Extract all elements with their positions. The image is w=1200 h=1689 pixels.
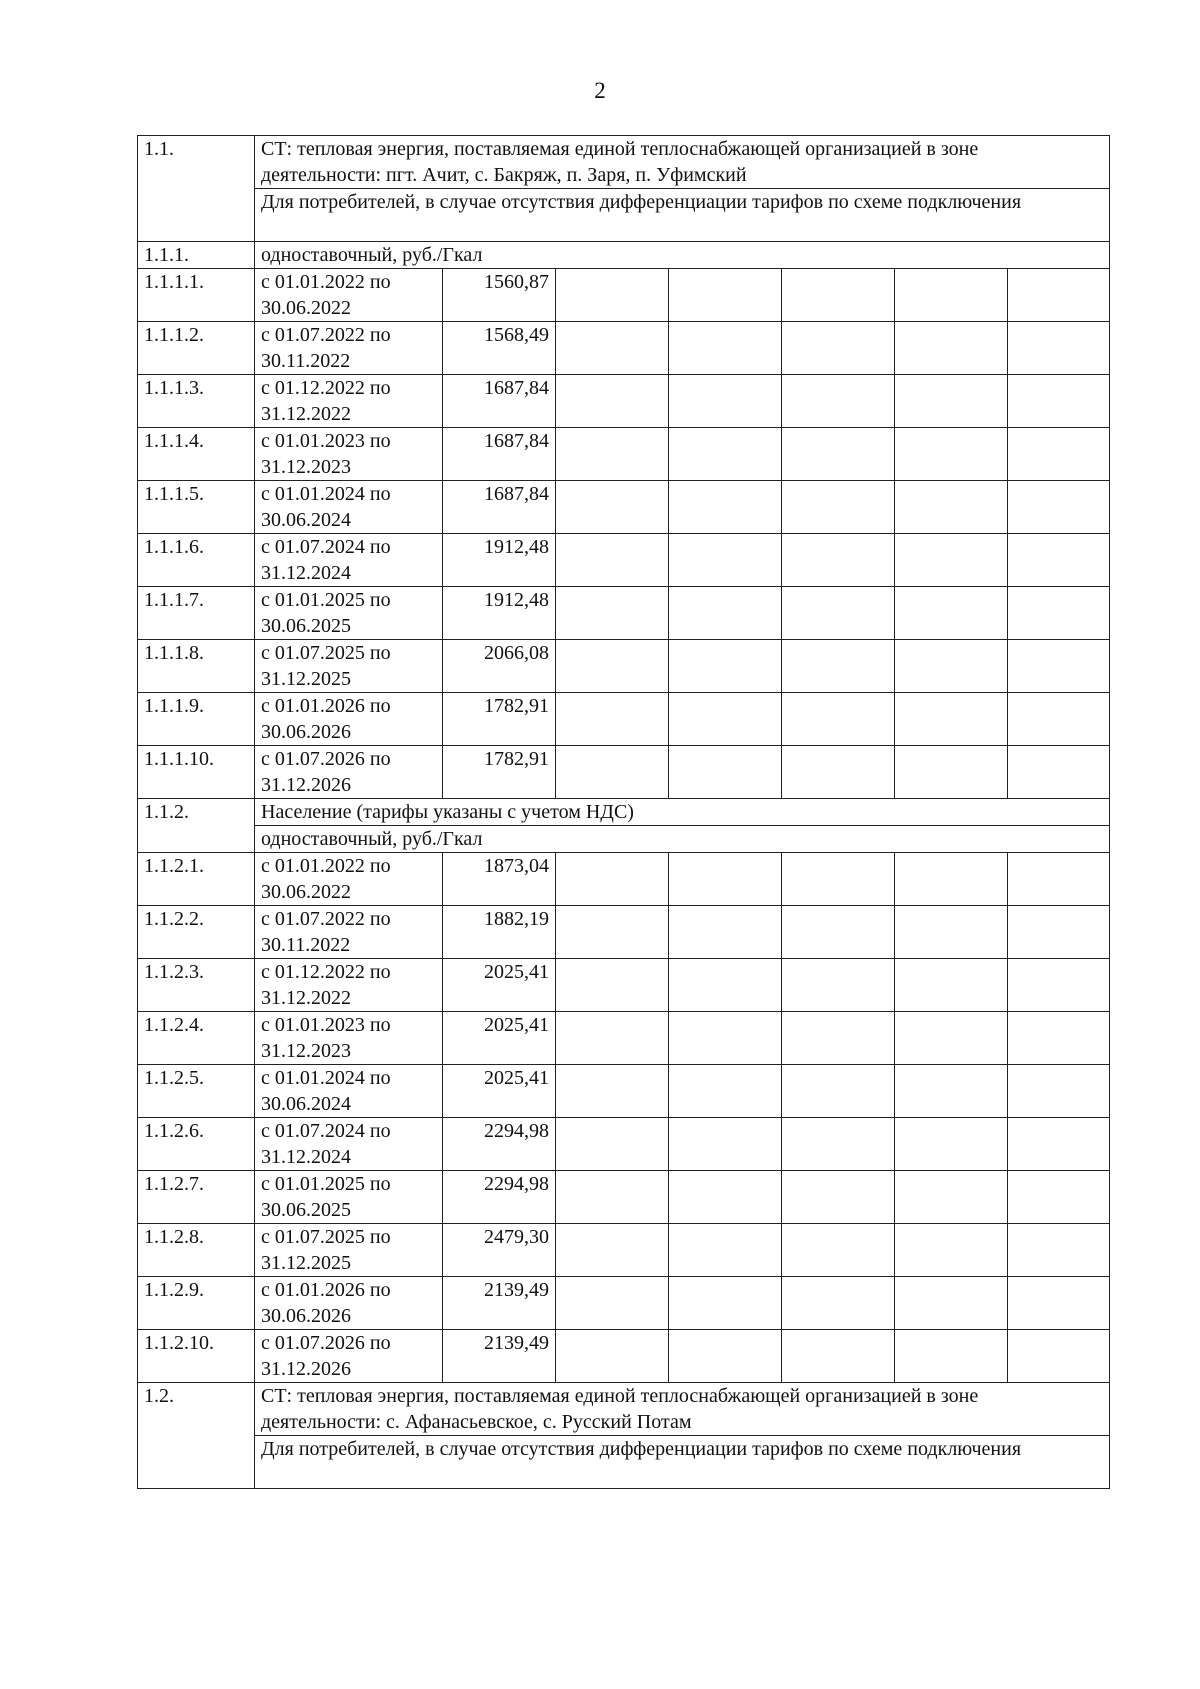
row-number: 1.1.2.6. xyxy=(138,1118,255,1171)
tariff-value-cell: 1882,19 xyxy=(443,906,556,959)
empty-cell xyxy=(895,428,1008,481)
empty-cell xyxy=(669,587,782,640)
period-cell: с 01.01.2025 по 30.06.2025 xyxy=(255,587,443,640)
empty-cell xyxy=(556,1224,669,1277)
row-number: 1.1.1.1. xyxy=(138,269,255,322)
empty-cell xyxy=(1008,746,1110,799)
table-row xyxy=(138,746,1110,799)
empty-cell xyxy=(1008,481,1110,534)
empty-cell xyxy=(669,1171,782,1224)
table-row xyxy=(138,534,1110,587)
row-number: 1.1.2.1. xyxy=(138,853,255,906)
period-cell: с 01.07.2026 по 31.12.2026 xyxy=(255,1330,443,1383)
tariff-value-cell: 2139,49 xyxy=(443,1277,556,1330)
empty-cell xyxy=(556,746,669,799)
empty-cell xyxy=(895,959,1008,1012)
empty-cell xyxy=(556,1171,669,1224)
table-row xyxy=(138,1171,1110,1224)
empty-cell xyxy=(669,1277,782,1330)
empty-cell xyxy=(669,1330,782,1383)
empty-cell xyxy=(1008,1065,1110,1118)
table-row xyxy=(138,375,1110,428)
empty-cell xyxy=(556,322,669,375)
empty-cell xyxy=(556,906,669,959)
group-rate-row xyxy=(138,242,1110,269)
tariff-table xyxy=(137,135,1110,1489)
empty-cell xyxy=(1008,269,1110,322)
tariff-value-cell: 1687,84 xyxy=(443,375,556,428)
table-row xyxy=(138,853,1110,906)
empty-cell xyxy=(1008,322,1110,375)
group-title-row xyxy=(138,799,1110,826)
empty-cell xyxy=(1008,959,1110,1012)
empty-cell xyxy=(782,1330,895,1383)
period-cell: с 01.01.2025 по 30.06.2025 xyxy=(255,1171,443,1224)
empty-cell xyxy=(782,534,895,587)
row-number: 1.1.2.3. xyxy=(138,959,255,1012)
table-row xyxy=(138,481,1110,534)
period-cell: с 01.07.2026 по 31.12.2026 xyxy=(255,746,443,799)
section-subtitle-row xyxy=(138,1436,1110,1489)
tariff-value-cell: 2294,98 xyxy=(443,1171,556,1224)
empty-cell xyxy=(556,1065,669,1118)
table-row xyxy=(138,959,1110,1012)
empty-cell xyxy=(895,481,1008,534)
empty-cell xyxy=(895,1171,1008,1224)
empty-cell xyxy=(1008,640,1110,693)
section-header-row xyxy=(138,1383,1110,1436)
empty-cell xyxy=(895,906,1008,959)
row-number: 1.1.2.7. xyxy=(138,1171,255,1224)
table-row xyxy=(138,906,1110,959)
row-number: 1.1.1.9. xyxy=(138,693,255,746)
section-subtitle: Для потребителей, в случае отсутствия дифференциации тарифов по схеме подключения xyxy=(255,1436,1110,1489)
empty-cell xyxy=(782,587,895,640)
empty-cell xyxy=(782,1012,895,1065)
empty-cell xyxy=(895,375,1008,428)
empty-cell xyxy=(669,1118,782,1171)
period-cell: с 01.07.2022 по 30.11.2022 xyxy=(255,322,443,375)
tariff-value-cell: 2479,30 xyxy=(443,1224,556,1277)
empty-cell xyxy=(556,853,669,906)
table-row xyxy=(138,587,1110,640)
empty-cell xyxy=(556,1012,669,1065)
group-rate: одноставочный, руб./Гкал xyxy=(255,826,1110,853)
tariff-value-cell: 1782,91 xyxy=(443,693,556,746)
tariff-value-cell: 1912,48 xyxy=(443,534,556,587)
empty-cell xyxy=(895,322,1008,375)
period-cell: с 01.01.2023 по 31.12.2023 xyxy=(255,428,443,481)
period-cell: с 01.01.2023 по 31.12.2023 xyxy=(255,1012,443,1065)
tariff-value-cell: 2294,98 xyxy=(443,1118,556,1171)
section-subtitle-row xyxy=(138,189,1110,242)
period-cell: с 01.01.2024 по 30.06.2024 xyxy=(255,1065,443,1118)
empty-cell xyxy=(1008,534,1110,587)
empty-cell xyxy=(556,375,669,428)
row-number: 1.1.1.7. xyxy=(138,587,255,640)
tariff-value-cell: 2025,41 xyxy=(443,1012,556,1065)
table-row xyxy=(138,693,1110,746)
tariff-value-cell: 1568,49 xyxy=(443,322,556,375)
period-cell: с 01.01.2026 по 30.06.2026 xyxy=(255,693,443,746)
empty-cell xyxy=(669,534,782,587)
empty-cell xyxy=(782,1065,895,1118)
empty-cell xyxy=(669,481,782,534)
tariff-value-cell: 1560,87 xyxy=(443,269,556,322)
period-cell: с 01.01.2026 по 30.06.2026 xyxy=(255,1277,443,1330)
empty-cell xyxy=(782,322,895,375)
table-row xyxy=(138,1065,1110,1118)
row-number: 1.1.1.6. xyxy=(138,534,255,587)
empty-cell xyxy=(669,269,782,322)
page-number: 2 xyxy=(594,78,606,103)
empty-cell xyxy=(669,640,782,693)
empty-cell xyxy=(556,640,669,693)
period-cell: с 01.12.2022 по 31.12.2022 xyxy=(255,959,443,1012)
tariff-value-cell: 2025,41 xyxy=(443,959,556,1012)
row-number: 1.1.2.5. xyxy=(138,1065,255,1118)
empty-cell xyxy=(895,853,1008,906)
tariff-value-cell: 1873,04 xyxy=(443,853,556,906)
empty-cell xyxy=(895,534,1008,587)
empty-cell xyxy=(1008,1224,1110,1277)
empty-cell xyxy=(782,375,895,428)
empty-cell xyxy=(669,1224,782,1277)
tariff-value-cell: 1782,91 xyxy=(443,746,556,799)
group-title: Население (тарифы указаны с учетом НДС) xyxy=(255,799,1110,826)
section-title: СТ: тепловая энергия, поставляемая единой теплоснабжающей организацией в зоне деятельности: пгт. Ачит, с. Бакряж, п. Заря, п. Уфимский xyxy=(255,136,1110,189)
period-cell: с 01.07.2024 по 31.12.2024 xyxy=(255,534,443,587)
empty-cell xyxy=(669,693,782,746)
empty-cell xyxy=(556,534,669,587)
table-row xyxy=(138,322,1110,375)
row-number: 1.1.2.8. xyxy=(138,1224,255,1277)
empty-cell xyxy=(895,1012,1008,1065)
tariff-value-cell: 2139,49 xyxy=(443,1330,556,1383)
empty-cell xyxy=(669,1065,782,1118)
empty-cell xyxy=(782,959,895,1012)
table-row xyxy=(138,428,1110,481)
table-row xyxy=(138,1118,1110,1171)
empty-cell xyxy=(669,428,782,481)
section-header-row xyxy=(138,136,1110,189)
period-cell: с 01.01.2022 по 30.06.2022 xyxy=(255,269,443,322)
row-number: 1.1.1.3. xyxy=(138,375,255,428)
group-number: 1.1.2. xyxy=(138,799,255,853)
period-cell: с 01.07.2022 по 30.11.2022 xyxy=(255,906,443,959)
empty-cell xyxy=(556,587,669,640)
empty-cell xyxy=(782,906,895,959)
tariff-value-cell: 1912,48 xyxy=(443,587,556,640)
empty-cell xyxy=(782,269,895,322)
tariff-table-body xyxy=(138,136,1110,1489)
empty-cell xyxy=(556,481,669,534)
empty-cell xyxy=(556,959,669,1012)
empty-cell xyxy=(1008,1330,1110,1383)
empty-cell xyxy=(556,1277,669,1330)
period-cell: с 01.07.2024 по 31.12.2024 xyxy=(255,1118,443,1171)
empty-cell xyxy=(895,746,1008,799)
empty-cell xyxy=(1008,1277,1110,1330)
empty-cell xyxy=(556,428,669,481)
empty-cell xyxy=(895,1224,1008,1277)
table-row xyxy=(138,1330,1110,1383)
group-rate: одноставочный, руб./Гкал xyxy=(255,242,1110,269)
empty-cell xyxy=(669,1012,782,1065)
empty-cell xyxy=(895,587,1008,640)
empty-cell xyxy=(1008,587,1110,640)
empty-cell xyxy=(669,375,782,428)
empty-cell xyxy=(895,640,1008,693)
empty-cell xyxy=(669,959,782,1012)
empty-cell xyxy=(895,693,1008,746)
table-row xyxy=(138,640,1110,693)
period-cell: с 01.01.2024 по 30.06.2024 xyxy=(255,481,443,534)
empty-cell xyxy=(782,428,895,481)
empty-cell xyxy=(895,1277,1008,1330)
empty-cell xyxy=(1008,1012,1110,1065)
empty-cell xyxy=(556,1330,669,1383)
empty-cell xyxy=(1008,693,1110,746)
empty-cell xyxy=(1008,853,1110,906)
empty-cell xyxy=(782,481,895,534)
empty-cell xyxy=(556,693,669,746)
empty-cell xyxy=(895,1118,1008,1171)
empty-cell xyxy=(669,906,782,959)
tariff-value-cell: 2066,08 xyxy=(443,640,556,693)
row-number: 1.1.2.2. xyxy=(138,906,255,959)
empty-cell xyxy=(1008,375,1110,428)
empty-cell xyxy=(669,853,782,906)
empty-cell xyxy=(895,1065,1008,1118)
empty-cell xyxy=(669,322,782,375)
table-row xyxy=(138,1277,1110,1330)
empty-cell xyxy=(782,1277,895,1330)
tariff-value-cell: 1687,84 xyxy=(443,428,556,481)
empty-cell xyxy=(782,746,895,799)
tariff-value-cell: 2025,41 xyxy=(443,1065,556,1118)
empty-cell xyxy=(782,1118,895,1171)
empty-cell xyxy=(556,269,669,322)
empty-cell xyxy=(782,1171,895,1224)
group-rate-row xyxy=(138,826,1110,853)
row-number: 1.1.1.5. xyxy=(138,481,255,534)
period-cell: с 01.01.2022 по 30.06.2022 xyxy=(255,853,443,906)
row-number: 1.1.1.4. xyxy=(138,428,255,481)
tariff-value-cell: 1687,84 xyxy=(443,481,556,534)
table-row xyxy=(138,269,1110,322)
empty-cell xyxy=(556,1118,669,1171)
empty-cell xyxy=(895,269,1008,322)
empty-cell xyxy=(1008,428,1110,481)
empty-cell xyxy=(782,693,895,746)
period-cell: с 01.07.2025 по 31.12.2025 xyxy=(255,640,443,693)
period-cell: с 01.12.2022 по 31.12.2022 xyxy=(255,375,443,428)
section-number: 1.1. xyxy=(138,136,255,242)
table-row xyxy=(138,1224,1110,1277)
period-cell: с 01.07.2025 по 31.12.2025 xyxy=(255,1224,443,1277)
empty-cell xyxy=(1008,906,1110,959)
section-title: СТ: тепловая энергия, поставляемая единой теплоснабжающей организацией в зоне деятельности: с. Афанасьевское, с. Русский Потам xyxy=(255,1383,1110,1436)
empty-cell xyxy=(782,853,895,906)
row-number: 1.1.2.9. xyxy=(138,1277,255,1330)
empty-cell xyxy=(669,746,782,799)
row-number: 1.1.2.10. xyxy=(138,1330,255,1383)
row-number: 1.1.1.2. xyxy=(138,322,255,375)
empty-cell xyxy=(1008,1118,1110,1171)
empty-cell xyxy=(782,1224,895,1277)
empty-cell xyxy=(1008,1171,1110,1224)
table-row xyxy=(138,1012,1110,1065)
section-subtitle: Для потребителей, в случае отсутствия дифференциации тарифов по схеме подключения xyxy=(255,189,1110,242)
row-number: 1.1.1.10. xyxy=(138,746,255,799)
row-number: 1.1.2.4. xyxy=(138,1012,255,1065)
group-number: 1.1.1. xyxy=(138,242,255,269)
section-number: 1.2. xyxy=(138,1383,255,1489)
empty-cell xyxy=(782,640,895,693)
empty-cell xyxy=(895,1330,1008,1383)
row-number: 1.1.1.8. xyxy=(138,640,255,693)
